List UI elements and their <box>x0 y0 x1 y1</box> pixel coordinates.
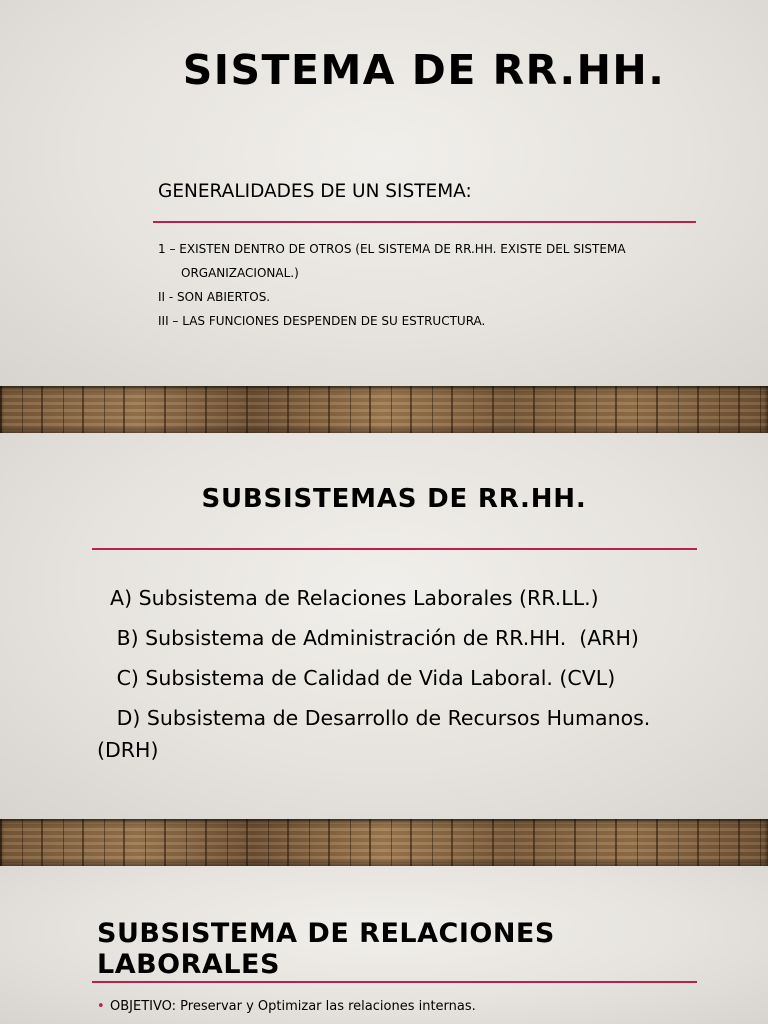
list-item: D) Subsistema de Desarrollo de Recursos Humanos. (DRH) <box>97 706 657 762</box>
bullet-dot-icon: • <box>97 999 105 1014</box>
slide-3 <box>0 866 768 1024</box>
list-item: III – LAS FUNCIONES DESPENDEN DE SU ESTRUCTURA. <box>158 314 486 328</box>
slide-3-bullets <box>97 997 476 1017</box>
slide-3-title: SUBSISTEMA DE RELACIONES LABORALES <box>97 918 555 980</box>
slide-2-list <box>97 582 717 774</box>
bullet-text: OBJETIVO: Preservar y Optimizar las relaciones internas. <box>110 999 476 1014</box>
list-item: II - SON ABIERTOS. <box>158 290 271 304</box>
slide-3-divider <box>92 981 697 983</box>
slide-1 <box>0 0 768 386</box>
wood-floor-divider <box>0 386 768 433</box>
slide-1-list <box>158 237 626 333</box>
wood-floor-divider <box>0 819 768 866</box>
slide-2-title: SUBSISTEMAS DE RR.HH. <box>201 484 587 514</box>
list-item: C) Subsistema de Calidad de Vida Laboral. (CVL) <box>97 666 616 690</box>
bullet-item <box>97 997 476 1017</box>
slide-1-subtitle: GENERALIDADES DE UN SISTEMA: <box>158 181 472 202</box>
list-item: 1 – EXISTEN DENTRO DE OTROS (EL SISTEMA DE RR.HH. EXISTE DEL SISTEMA <box>158 242 626 256</box>
slide-1-divider <box>153 221 696 223</box>
slide-2-divider <box>92 548 697 550</box>
list-item-continuation: ORGANIZACIONAL.) <box>181 266 299 280</box>
slide-2 <box>0 433 768 819</box>
list-item: A) Subsistema de Relaciones Laborales (RR.LL.) <box>97 586 599 610</box>
list-item: B) Subsistema de Administración de RR.HH. (ARH) <box>97 626 639 650</box>
slide-1-title: SISTEMA DE RR.HH. <box>182 46 666 94</box>
